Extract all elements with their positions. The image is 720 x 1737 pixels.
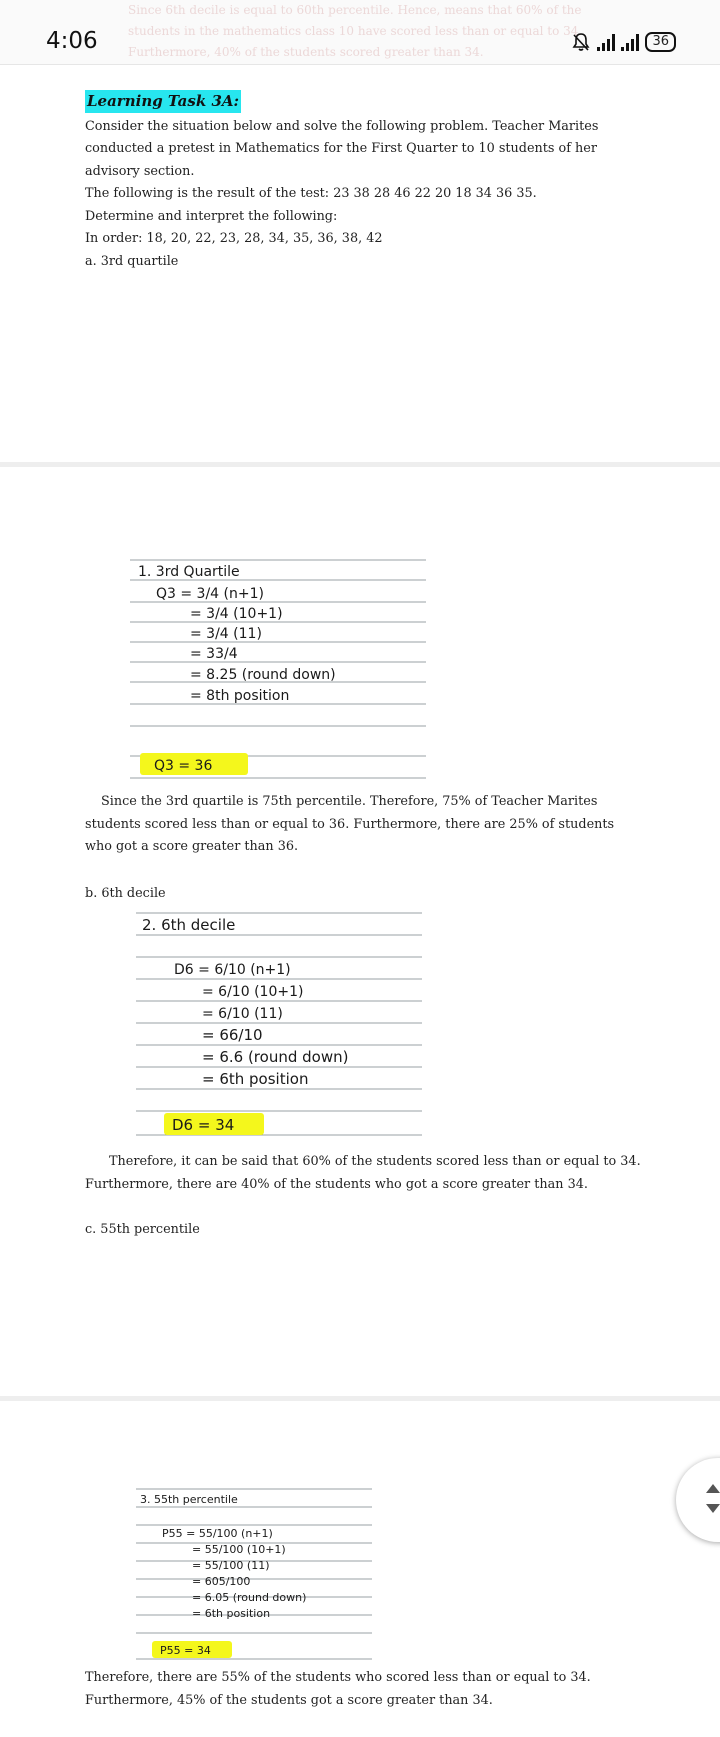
bell-off-icon xyxy=(571,32,591,52)
solution-line: = 3/4 (11) xyxy=(190,626,262,642)
solution-line: = 33/4 xyxy=(190,646,238,662)
solution-heading: 2. 6th decile xyxy=(142,916,236,934)
ghost-line: Since 6th decile is equal to 60th percentile. Hence, means that 60% of the xyxy=(128,3,582,17)
solution-line: Q3 = 3/4 (n+1) xyxy=(156,586,264,602)
item-a: a. 3rd quartile xyxy=(85,253,179,269)
item-b: b. 6th decile xyxy=(85,886,166,901)
solution-line: = 8.25 (round down) xyxy=(190,667,336,683)
task-result: The following is the result of the test: 23 38 28 46 22 20 18 34 36 35. xyxy=(85,186,537,201)
arrow-down-icon xyxy=(706,1504,720,1513)
solution-line: = 605/100 xyxy=(192,1575,251,1588)
solution-line: = 55/100 (11) xyxy=(192,1559,270,1572)
solution-answer: D6 = 34 xyxy=(172,1116,235,1134)
item-b-label xyxy=(85,883,645,906)
handwritten-decile xyxy=(136,909,426,1139)
task-title: Learning Task 3A: xyxy=(85,90,241,113)
interpretation-text: Therefore, it can be said that 60% of the students scored less than or equal to 34. Furthermore, there are 40% of the students who got a score greater than 34. xyxy=(85,1154,641,1192)
item-c: c. 55th percentile xyxy=(85,1222,200,1237)
interpretation-text: Since the 3rd quartile is 75th percentile. Therefore, 75% of Teacher Marites students scored less than or equal to 36. Furthermore, there are 25% of students who got a score greater than 36. xyxy=(85,794,615,854)
solution-line: = 3/4 (10+1) xyxy=(190,606,283,622)
interpretation-decile xyxy=(85,1151,645,1196)
scroll-up-down-button[interactable] xyxy=(676,1458,720,1542)
ghost-line: students in the mathematics class 10 have scored less than or equal to 34. xyxy=(128,24,583,38)
solution-heading: 3. 55th percentile xyxy=(140,1493,238,1506)
task-intro: Consider the situation below and solve the following problem. Teacher Marites conducted a pretest in Mathematics for the First Quarter to 10 students of her advisory section. xyxy=(85,118,599,179)
solution-line: = 6th position xyxy=(202,1070,309,1088)
solution-line: = 6.05 (round down) xyxy=(192,1591,307,1604)
solution-line: = 6th position xyxy=(192,1607,271,1620)
task-section xyxy=(85,90,645,273)
solution-answer: P55 = 34 xyxy=(160,1644,211,1657)
solution-line: P55 = 55/100 (n+1) xyxy=(162,1527,273,1540)
interpretation-quartile xyxy=(85,791,645,859)
interpretation-text: Therefore, there are 55% of the students who scored less than or equal to 34. Furthermore, 45% of the students got a score greater than 34. xyxy=(85,1670,591,1708)
solution-line: = 6/10 (11) xyxy=(202,1006,283,1022)
solution-line: = 66/10 xyxy=(202,1026,263,1044)
ghost-line: Furthermore, 40% of the students scored greater than 34. xyxy=(128,45,484,59)
handwritten-quartile xyxy=(130,558,430,780)
task-order: In order: 18, 20, 22, 23, 28, 34, 35, 36, 38, 42 xyxy=(85,231,383,246)
page-separator xyxy=(0,462,720,467)
solution-line: = 6/10 (10+1) xyxy=(202,984,304,1000)
signal-bars-icon xyxy=(621,33,639,51)
battery-indicator: 36 xyxy=(645,32,676,52)
interpretation-percentile xyxy=(85,1667,625,1712)
arrow-up-icon xyxy=(706,1484,720,1493)
ghost-text xyxy=(128,0,608,63)
solution-heading: 1. 3rd Quartile xyxy=(138,564,240,580)
page-separator xyxy=(0,1396,720,1401)
task-instruction: Determine and interpret the following: xyxy=(85,208,338,224)
status-icons xyxy=(571,32,676,52)
signal-bars-icon xyxy=(597,33,615,51)
item-c-label xyxy=(85,1219,645,1242)
clock: 4:06 xyxy=(46,28,98,54)
solution-line: = 55/100 (10+1) xyxy=(192,1543,286,1556)
solution-line: = 8th position xyxy=(190,688,290,704)
solution-line: = 6.6 (round down) xyxy=(202,1048,349,1066)
solution-line: D6 = 6/10 (n+1) xyxy=(174,962,291,978)
solution-answer: Q3 = 36 xyxy=(154,758,213,774)
handwritten-percentile xyxy=(136,1487,376,1663)
status-bar xyxy=(0,0,720,65)
